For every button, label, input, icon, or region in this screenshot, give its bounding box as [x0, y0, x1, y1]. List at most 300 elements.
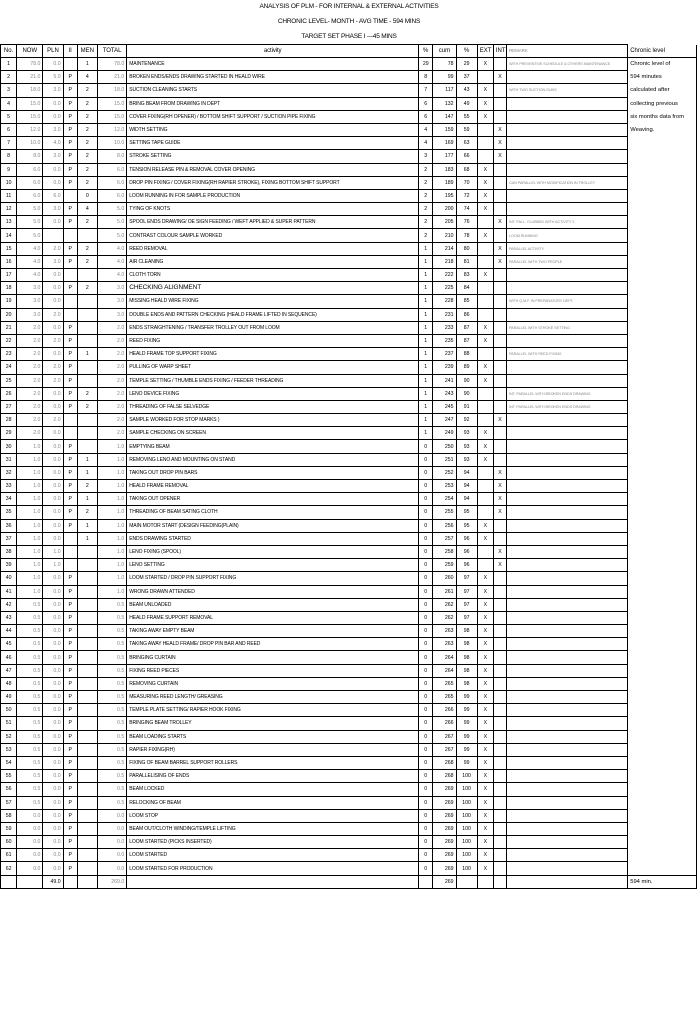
pln-value: 0.0 — [43, 493, 63, 506]
activity-name: SAMPLE WORKED FOR STOP MARKS ) — [127, 414, 419, 427]
ext-mark — [477, 255, 493, 268]
now-value: 4.0 — [17, 269, 43, 282]
ii-flag: P — [63, 216, 77, 229]
pct-value: 2 — [419, 203, 433, 216]
total-value: 78.0 — [97, 58, 126, 71]
ii-flag: P — [63, 387, 77, 400]
ext-mark: X — [477, 519, 493, 532]
cum-pct-value: 68 — [456, 163, 477, 176]
cum-value: 253 — [433, 480, 456, 493]
cum-value: 250 — [433, 440, 456, 453]
ext-mark: X — [477, 756, 493, 769]
pln-value: 0.0 — [43, 348, 63, 361]
int-mark: X — [493, 137, 506, 150]
pct-value: 0 — [419, 796, 433, 809]
chronic-note — [628, 849, 697, 862]
row-number: 18 — [1, 282, 17, 295]
ii-flag: P — [63, 440, 77, 453]
ext-mark: X — [477, 334, 493, 347]
now-value: 0.5 — [17, 730, 43, 743]
row-number: 40 — [1, 572, 17, 585]
cum-value: 257 — [433, 532, 456, 545]
table-row — [1, 664, 697, 677]
activity-name: HEALD FRAME SUPPORT REMOVAL — [127, 611, 419, 624]
ext-mark — [477, 123, 493, 136]
cum-pct-value: 93 — [456, 427, 477, 440]
row-number: 47 — [1, 664, 17, 677]
remark-text — [507, 466, 628, 479]
pct-value: 3 — [419, 150, 433, 163]
total-value: 6.0 — [97, 163, 126, 176]
men-value: 1 — [77, 519, 97, 532]
row-number: 61 — [1, 849, 17, 862]
table-row — [1, 519, 697, 532]
pct-value: 0 — [419, 625, 433, 638]
activity-name: MEASURING REED LENGTH/ GREASING — [127, 691, 419, 704]
pln-value: 0.0 — [43, 572, 63, 585]
cum-pct-value: 93 — [456, 453, 477, 466]
int-mark — [493, 163, 506, 176]
remark-text — [507, 822, 628, 835]
ii-flag: P — [63, 638, 77, 651]
ii-flag: P — [63, 783, 77, 796]
cum-value: 99 — [433, 71, 456, 84]
ii-flag: P — [63, 822, 77, 835]
int-mark: X — [493, 545, 506, 558]
table-row — [1, 334, 697, 347]
ext-mark: X — [477, 691, 493, 704]
cum-pct-value: 99 — [456, 691, 477, 704]
activity-name: CLOTH TORN — [127, 269, 419, 282]
now-value: 1.0 — [17, 572, 43, 585]
ext-mark: X — [477, 822, 493, 835]
pln-value: 0.0 — [43, 783, 63, 796]
cum-pct-value: 78 — [456, 229, 477, 242]
cum-value: 264 — [433, 651, 456, 664]
now-value: 6.0 — [17, 163, 43, 176]
activity-name: REED FIXING — [127, 334, 419, 347]
remark-text: INT. PARALLEL WITH BROKEN ENDS DRAWING — [507, 400, 628, 413]
total-value: 12.0 — [97, 123, 126, 136]
now-value: 5.0 — [17, 216, 43, 229]
remark-text — [507, 783, 628, 796]
men-value — [77, 743, 97, 756]
pct-value: 0 — [419, 506, 433, 519]
cum-pct-value: 96 — [456, 559, 477, 572]
cum-pct-value: 100 — [456, 836, 477, 849]
pct-value: 0 — [419, 480, 433, 493]
pln-value: 0.0 — [43, 691, 63, 704]
chronic-note — [628, 334, 697, 347]
row-number: 62 — [1, 862, 17, 875]
int-mark — [493, 97, 506, 110]
table-row — [1, 598, 697, 611]
remark-text — [507, 480, 628, 493]
ii-flag: P — [63, 691, 77, 704]
remark-text: WITH PREVENTIVE SCHEDULE & OTHERS MAINTENANCE — [507, 58, 628, 71]
now-value: 0.5 — [17, 611, 43, 624]
table-row — [1, 203, 697, 216]
int-mark — [493, 664, 506, 677]
table-row — [1, 295, 697, 308]
table-row — [1, 493, 697, 506]
ext-mark — [477, 295, 493, 308]
ii-flag: P — [63, 163, 77, 176]
ext-mark: X — [477, 97, 493, 110]
row-number: 9 — [1, 163, 17, 176]
chronic-note — [628, 677, 697, 690]
men-value — [77, 862, 97, 875]
pct-value: 0 — [419, 743, 433, 756]
men-value: 2 — [77, 97, 97, 110]
ii-flag: P — [63, 321, 77, 334]
row-number: 22 — [1, 334, 17, 347]
ii-flag: P — [63, 84, 77, 97]
activity-name: LENO DEVICE FIXING — [127, 387, 419, 400]
cum-value: 264 — [433, 664, 456, 677]
table-row — [1, 453, 697, 466]
activity-name: MAIN MOTOR START (DESIGN FEEDING(PLAIN) — [127, 519, 419, 532]
remark-text — [507, 651, 628, 664]
men-value: 2 — [77, 282, 97, 295]
ii-flag: P — [63, 123, 77, 136]
activity-name: TAKING AWAY EMPTY BEAM — [127, 625, 419, 638]
pct-value: 8 — [419, 71, 433, 84]
int-mark — [493, 730, 506, 743]
cum-pct-value: 98 — [456, 625, 477, 638]
pct-value: 0 — [419, 756, 433, 769]
remark-text — [507, 836, 628, 849]
table-row — [1, 414, 697, 427]
int-mark — [493, 84, 506, 97]
cum-value: 266 — [433, 704, 456, 717]
men-value — [77, 361, 97, 374]
total-value: 0.5 — [97, 651, 126, 664]
chronic-note — [628, 743, 697, 756]
total-value: 0.5 — [97, 691, 126, 704]
total-value: 3.0 — [97, 308, 126, 321]
int-mark — [493, 189, 506, 202]
remark-text — [507, 717, 628, 730]
ii-flag — [63, 559, 77, 572]
cum-pct-value: 83 — [456, 269, 477, 282]
cum-pct-value: 76 — [456, 216, 477, 229]
now-value: 0.5 — [17, 625, 43, 638]
activity-name: BEAM OUT/CLOTH WINDING/TEMPLE LIFTING — [127, 822, 419, 835]
men-value: 2 — [77, 480, 97, 493]
chronic-level-title: CHRONIC LEVEL- MONTH - AVG TIME - 594 MINS — [277, 18, 421, 25]
ii-flag: P — [63, 585, 77, 598]
cum-pct-value: 90 — [456, 387, 477, 400]
totals-blank — [1, 875, 17, 888]
ext-mark: X — [477, 532, 493, 545]
total-value: 2.0 — [97, 427, 126, 440]
cum-value: 78 — [433, 58, 456, 71]
activity-name: LOOM STARTED FOR PRODUCTION — [127, 862, 419, 875]
int-mark: X — [493, 242, 506, 255]
ii-flag: P — [63, 743, 77, 756]
table-row — [1, 559, 697, 572]
ext-mark — [477, 414, 493, 427]
cum-value: 258 — [433, 545, 456, 558]
table-row — [1, 638, 697, 651]
ii-flag: P — [63, 137, 77, 150]
remark-text — [507, 123, 628, 136]
men-value — [77, 625, 97, 638]
cum-pct-value: 96 — [456, 545, 477, 558]
remark-text — [507, 269, 628, 282]
ext-mark: X — [477, 783, 493, 796]
now-value: 1.0 — [17, 559, 43, 572]
ii-flag: P — [63, 203, 77, 216]
ext-mark: X — [477, 677, 493, 690]
total-value: 21.0 — [97, 71, 126, 84]
row-number: 21 — [1, 321, 17, 334]
ii-flag: P — [63, 71, 77, 84]
pct-value: 0 — [419, 717, 433, 730]
ext-mark: X — [477, 598, 493, 611]
row-number: 25 — [1, 374, 17, 387]
pln-value: 0.0 — [43, 427, 63, 440]
int-mark — [493, 387, 506, 400]
row-number: 14 — [1, 229, 17, 242]
now-value: 15.0 — [17, 97, 43, 110]
pct-value: 1 — [419, 321, 433, 334]
cum-value: 252 — [433, 466, 456, 479]
activity-name: REED REMOVAL — [127, 242, 419, 255]
cum-pct-value: 43 — [456, 84, 477, 97]
remark-text — [507, 770, 628, 783]
pln-value: 0.0 — [43, 269, 63, 282]
total-value: 2.0 — [97, 414, 126, 427]
activity-name: LOOM STARTED — [127, 849, 419, 862]
table-row — [1, 400, 697, 413]
ii-flag: P — [63, 717, 77, 730]
int-mark — [493, 203, 506, 216]
ii-flag: P — [63, 493, 77, 506]
int-mark — [493, 334, 506, 347]
int-mark: X — [493, 71, 506, 84]
remark-text — [507, 572, 628, 585]
pct-value: 0 — [419, 440, 433, 453]
row-number: 24 — [1, 361, 17, 374]
pct-value: 0 — [419, 466, 433, 479]
remark-text — [507, 163, 628, 176]
now-value: 4.0 — [17, 242, 43, 255]
cum-pct-value: 88 — [456, 348, 477, 361]
remark-text — [507, 137, 628, 150]
men-value — [77, 664, 97, 677]
cum-value: 266 — [433, 717, 456, 730]
men-value — [77, 677, 97, 690]
pct-value: 1 — [419, 414, 433, 427]
total-value: 2.0 — [97, 334, 126, 347]
pln-value: 0.0 — [43, 58, 63, 71]
activity-name: WIDTH SETTING — [127, 123, 419, 136]
pct-value: 1 — [419, 282, 433, 295]
totals-blank — [63, 875, 77, 888]
chronic-note — [628, 387, 697, 400]
int-mark — [493, 717, 506, 730]
pct-value: 0 — [419, 783, 433, 796]
pln-value: 0.0 — [43, 97, 63, 110]
men-value: 0 — [77, 189, 97, 202]
men-value — [77, 730, 97, 743]
ext-mark — [477, 466, 493, 479]
pln-value: 0.0 — [43, 466, 63, 479]
remark-text — [507, 743, 628, 756]
row-number: 19 — [1, 295, 17, 308]
ext-mark: X — [477, 110, 493, 123]
cum-value: 214 — [433, 242, 456, 255]
men-value — [77, 321, 97, 334]
pct-value: 0 — [419, 836, 433, 849]
table-row — [1, 150, 697, 163]
totals-row — [1, 875, 697, 888]
total-value: 18.0 — [97, 84, 126, 97]
activity-name: RELOCKING OF BEAM — [127, 796, 419, 809]
now-value: 1.0 — [17, 480, 43, 493]
ext-mark: X — [477, 862, 493, 875]
remark-text — [507, 532, 628, 545]
now-value: 0.5 — [17, 756, 43, 769]
now-value: 1.0 — [17, 466, 43, 479]
ii-flag: P — [63, 242, 77, 255]
ii-flag: P — [63, 334, 77, 347]
int-mark — [493, 611, 506, 624]
pln-value: 6.0 — [43, 189, 63, 202]
int-mark — [493, 58, 506, 71]
cum-value: 262 — [433, 611, 456, 624]
total-value: 0.0 — [97, 822, 126, 835]
cum-value: 269 — [433, 849, 456, 862]
now-value: 6.0 — [17, 189, 43, 202]
cum-value: 241 — [433, 374, 456, 387]
pct-value: 6 — [419, 97, 433, 110]
report-title: ANALYSIS OF PLM - FOR INTERNAL & EXTERNAL ACTIVITIES — [259, 3, 439, 10]
pln-value: 0.0 — [43, 796, 63, 809]
men-value — [77, 796, 97, 809]
remark-text — [507, 545, 628, 558]
table-row — [1, 756, 697, 769]
row-number: 4 — [1, 97, 17, 110]
now-value: 1.0 — [17, 453, 43, 466]
activity-table — [0, 44, 697, 889]
ext-mark: X — [477, 203, 493, 216]
pct-value: 1 — [419, 400, 433, 413]
chronic-note — [628, 361, 697, 374]
row-number: 35 — [1, 506, 17, 519]
row-number: 11 — [1, 189, 17, 202]
ii-flag — [63, 427, 77, 440]
pln-value: 5.0 — [43, 71, 63, 84]
pln-value: 0.0 — [43, 400, 63, 413]
pct-value: 2 — [419, 229, 433, 242]
table-row — [1, 822, 697, 835]
ext-mark: X — [477, 796, 493, 809]
cum-value: 159 — [433, 123, 456, 136]
pln-value: 0.0 — [43, 730, 63, 743]
activity-name: EMPTYING BEAM — [127, 440, 419, 453]
row-number: 37 — [1, 532, 17, 545]
chronic-note — [628, 255, 697, 268]
table-row — [1, 71, 697, 84]
men-value — [77, 611, 97, 624]
pct-value: 29 — [419, 58, 433, 71]
table-row — [1, 466, 697, 479]
pct-value: 0 — [419, 532, 433, 545]
pln-value: 0.0 — [43, 809, 63, 822]
now-value: 5.0 — [17, 203, 43, 216]
remark-text — [507, 849, 628, 862]
chronic-note — [628, 796, 697, 809]
table-row — [1, 545, 697, 558]
chronic-note — [628, 559, 697, 572]
cum-pct-value: 70 — [456, 176, 477, 189]
pln-value: 0.0 — [43, 295, 63, 308]
int-mark — [493, 374, 506, 387]
table-row — [1, 849, 697, 862]
total-value: 1.0 — [97, 480, 126, 493]
now-value: 1.0 — [17, 440, 43, 453]
men-value — [77, 374, 97, 387]
cum-pct-value: 97 — [456, 598, 477, 611]
pln-value: 3.0 — [43, 123, 63, 136]
cum-pct-value: 97 — [456, 611, 477, 624]
now-value: 0.5 — [17, 704, 43, 717]
pct-value: 0 — [419, 559, 433, 572]
row-number: 16 — [1, 255, 17, 268]
activity-name: SAMPLE CHECKING ON SCREEN — [127, 427, 419, 440]
ii-flag: P — [63, 611, 77, 624]
ext-mark: X — [477, 361, 493, 374]
row-number: 1 — [1, 58, 17, 71]
total-value: 0.5 — [97, 743, 126, 756]
pln-value: 0.0 — [43, 704, 63, 717]
chronic-note — [628, 822, 697, 835]
table-row — [1, 743, 697, 756]
pln-value: 0.0 — [43, 480, 63, 493]
pct-value: 2 — [419, 189, 433, 202]
men-value: 1 — [77, 58, 97, 71]
ii-flag: P — [63, 400, 77, 413]
cum-pct-value: 91 — [456, 400, 477, 413]
col-header-cum-pct: % — [456, 45, 477, 58]
totals-blank — [419, 875, 433, 888]
row-number: 41 — [1, 585, 17, 598]
row-number: 55 — [1, 770, 17, 783]
chronic-note — [628, 414, 697, 427]
total-value: 1.0 — [97, 545, 126, 558]
chronic-note — [628, 651, 697, 664]
pct-value: 0 — [419, 493, 433, 506]
cum-pct-value: 29 — [456, 58, 477, 71]
now-value: 0.5 — [17, 598, 43, 611]
int-mark: X — [493, 559, 506, 572]
int-mark — [493, 519, 506, 532]
pln-value: 0.0 — [43, 176, 63, 189]
remark-text — [507, 282, 628, 295]
row-number: 34 — [1, 493, 17, 506]
ext-mark: X — [477, 849, 493, 862]
ext-mark: X — [477, 229, 493, 242]
now-value: 2.0 — [17, 348, 43, 361]
int-mark: X — [493, 150, 506, 163]
pct-value: 0 — [419, 704, 433, 717]
remark-text — [507, 677, 628, 690]
ext-mark: X — [477, 453, 493, 466]
cum-value: 265 — [433, 677, 456, 690]
